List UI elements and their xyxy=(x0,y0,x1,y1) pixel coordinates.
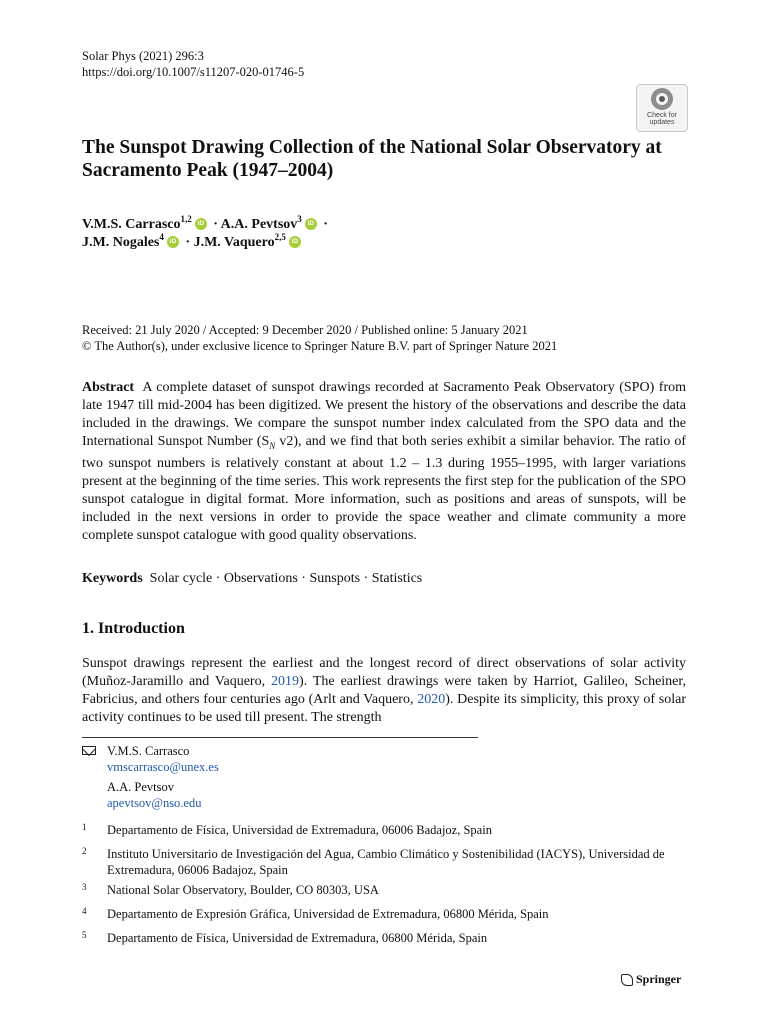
author-affiliation-marker: 3 xyxy=(297,214,302,224)
abstract xyxy=(82,379,686,545)
author-name[interactable]: J.M. Vaquero xyxy=(193,235,275,250)
doi-link[interactable]: https://doi.org/10.1007/s11207-020-01746-5 xyxy=(82,65,305,79)
footnote-divider xyxy=(82,737,478,738)
author-affiliation-marker: 2,5 xyxy=(274,232,286,242)
author-affiliation-marker: 4 xyxy=(159,232,164,242)
author-separator: · xyxy=(185,235,191,250)
paragraph-text: Sunspot drawings represent the earliest and the longest record of direct observations of solar activity (Muñoz-Jaramillo and Vaquero, xyxy=(82,656,686,689)
journal-reference: Solar Phys (2021) 296:3 xyxy=(82,49,204,63)
contact-email[interactable]: apevtsov@nso.edu xyxy=(107,796,202,810)
affiliation-number: 5 xyxy=(82,930,87,940)
envelope-icon xyxy=(82,746,96,755)
author-separator: · xyxy=(213,217,218,232)
orcid-icon[interactable] xyxy=(195,218,207,230)
author-line-2 xyxy=(82,234,304,252)
publication-dates: Received: 21 July 2020 / Accepted: 9 December 2020 / Published online: 5 January 2021 xyxy=(82,323,528,337)
affiliation-text: National Solar Observatory, Boulder, CO 80303, USA xyxy=(107,883,379,897)
contact-name: V.M.S. Carrasco xyxy=(107,744,190,758)
paragraph-text: ). The earliest drawings were taken by Harriot, Galileo, Scheiner, Fabricius, and others four centuries ago (Arlt and Vaquero, xyxy=(82,674,686,707)
check-updates-icon xyxy=(651,88,673,110)
paper-title: The Sunspot Drawing Collection of the National Solar Observatory at Sacramento Peak (1947–2004) xyxy=(82,137,662,181)
affiliation-text: Departamento de Física, Universidad de Extremadura, 06006 Badajoz, Spain xyxy=(107,823,492,837)
springer-logo xyxy=(621,972,681,987)
copyright-notice: © The Author(s), under exclusive licence to Springer Nature B.V. part of Springer Nature 2021 xyxy=(82,339,558,353)
affiliation-number: 4 xyxy=(82,906,87,916)
keywords-label: Keywords xyxy=(82,571,143,586)
check-updates-label: Check for xyxy=(647,112,677,119)
contact-name: A.A. Pevtsov xyxy=(107,780,175,794)
author-affiliation-marker: 1,2 xyxy=(180,214,192,224)
abstract-text-cont: v2), and we find that both series exhibit a similar behavior. The ratio of two sunspot numbers is relatively constant at about 1.2 – 1.3 during 1955–1995, with larger variations present at the beginning of the time series. This work represents the first step for the publication of the SPO sunspot catalogue in digital format. More information, such as positions and areas of sunspots, will be included in the next versions in order to provide the space weather and climate community a more complete sunspot catalogue with good quality observations. xyxy=(82,434,686,543)
contact-email[interactable]: vmscarrasco@unex.es xyxy=(107,760,219,774)
author-separator: · xyxy=(323,217,328,232)
author-line-1 xyxy=(82,216,328,234)
corresponding-author xyxy=(82,779,686,815)
citation-link[interactable]: 2019 xyxy=(271,674,300,689)
affiliation-number: 3 xyxy=(82,882,87,892)
check-updates-label-2: updates xyxy=(649,119,675,126)
affiliation-text: Departamento de Física, Universidad de Extremadura, 06800 Mérida, Spain xyxy=(107,931,488,945)
affiliation-number: 2 xyxy=(82,846,87,856)
corresponding-author xyxy=(82,743,686,779)
orcid-icon[interactable] xyxy=(289,236,301,248)
abstract-label: Abstract xyxy=(82,380,135,395)
paragraph-text: ). Despite its simplicity, this proxy of solar activity continues to be used till present. The strength xyxy=(82,692,686,725)
orcid-icon[interactable] xyxy=(305,218,317,230)
author-name[interactable]: A.A. Pevtsov xyxy=(220,217,298,232)
check-for-updates-badge[interactable] xyxy=(636,84,688,132)
affiliation-text: Departamento de Expresión Gráfica, Universidad de Extremadura, 06800 Mérida, Spain xyxy=(107,907,549,921)
affiliation-text: Instituto Universitario de Investigación del Agua, Cambio Climático y Sostenibilidad (IACYS), Universidad de Extremadura, 06006 Badajoz, Spain xyxy=(107,847,665,877)
affiliation-number: 1 xyxy=(82,822,87,832)
abstract-text: A complete dataset of sunspot drawings recorded at Sacramento Peak Observatory (SPO) from late 1947 till mid-2004 has been digitized. We present the history of the observations and describe the data included in the drawings. We compare the sunspot number index calculated from the SPO data and the International Sunspot Number (S xyxy=(82,380,686,449)
author-name[interactable]: J.M. Nogales xyxy=(82,235,160,250)
keywords xyxy=(82,570,686,588)
section-heading: 1. Introduction xyxy=(82,620,185,637)
publisher-name: Springer xyxy=(636,972,682,986)
springer-horse-icon xyxy=(621,974,633,986)
orcid-icon[interactable] xyxy=(167,236,179,248)
abstract-subscript: N xyxy=(269,440,276,451)
keywords-text: Solar cycle · Observations · Sunspots · Statistics xyxy=(149,571,423,586)
citation-link[interactable]: 2020 xyxy=(417,692,446,707)
author-name[interactable]: V.M.S. Carrasco xyxy=(82,217,181,232)
introduction-paragraph xyxy=(82,655,686,727)
